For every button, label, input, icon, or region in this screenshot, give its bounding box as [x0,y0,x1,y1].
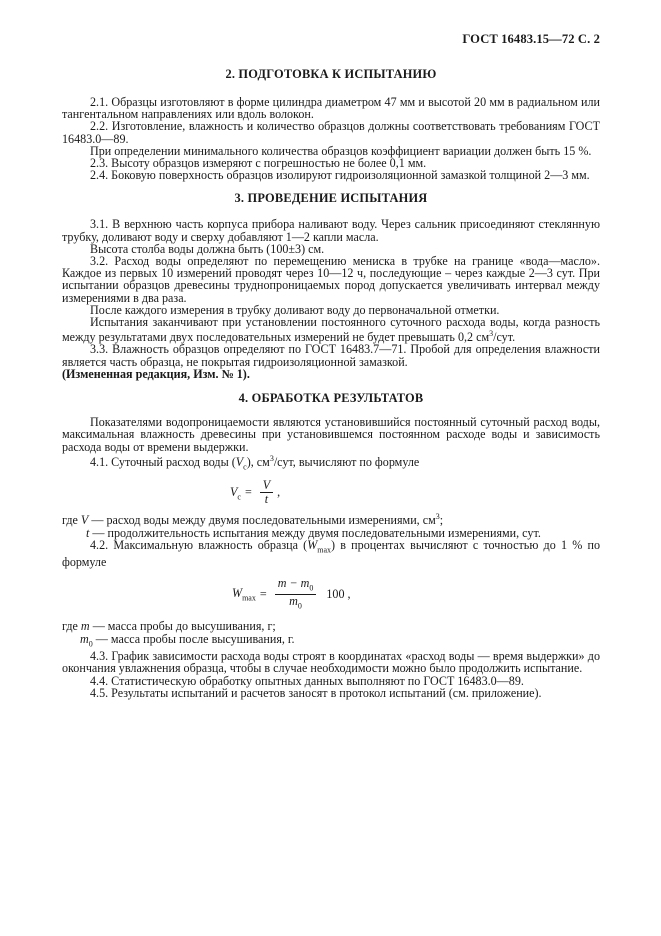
variable: V [235,454,244,469]
formula-daily-flow [230,479,600,506]
paragraph-4-intro: Показателями водопроницаемости являются установившийся постоянный суточный расход воды, максимальная влажность древесины при установившемся постоянном расходе воды и зависимость расхода воды от времени выдержки. [62,415,600,454]
where-m-definition: где m — масса пробы до высушивания, г; [62,619,276,634]
document-header: ГОСТ 16483.15—72 С. 2 [462,32,600,46]
fraction-numerator: V [260,479,273,493]
paragraph-3-1-height: Высота столба воды должна быть (100±3) см. [90,241,325,256]
subscript: c [243,462,247,472]
paragraph-3-3: 3.3. Влажность образцов определяют по ГОСТ 16483.7—71. Пробой для определения влажности является часть образца, не покрытая гидроизоляционной замазкой. [62,342,600,369]
text-run: /сут. [493,330,516,345]
superscript: 3 [489,329,494,339]
equals-sign: = [244,485,252,500]
fraction-numerator: $m - m_0$ [275,577,317,595]
paragraph-2-2: 2.2. Изготовление, влажность и количество образцов должны соответствовать требованиям ГОСТ 16483.0—89. [62,119,600,146]
section-3-title: 3. ПРОВЕДЕНИЕ ИСПЫТАНИЯ [234,191,428,206]
paragraph-2-1: 2.1. Образцы изготовляют в форме цилиндра диаметром 47 мм и высотой 20 мм в радиальном или тангентальном направлениях или вдоль волокон. [62,95,600,122]
section-4-title: 4. ОБРАБОТКА РЕЗУЛЬТАТОВ [238,391,424,406]
equals-sign: = [259,587,267,601]
paragraph-3-2-refill: После каждого измерения в трубку доливают воду до первоначальной отметки. [90,302,500,317]
paragraph-3-2: 3.2. Расход воды определяют по перемещению мениска в трубке на границе «вода—масло». Каждое из первых 10 измерений проводят через 10—12 ч, последующие – через каждые 2—3 сут. При испытании образцов древесины труднопроницаемых пород допускается увеличивать интервал между измерениями в два раза. [62,254,600,305]
formula-tail: 100 , [326,587,351,601]
where-t-definition: t — продолжительность испытания между двумя последовательными измерениями, сут. [86,525,541,540]
paragraph-4-5: 4.5. Результаты испытаний и расчетов заносят в протокол испытаний (см. приложение). [90,685,542,700]
text-run: 4.1. Суточный расход воды ( [90,454,236,469]
where-v-definition: где V — расход воды между двумя последовательными измерениями, $см^3$; [62,512,444,528]
formula-lhs: $V_c$ [230,484,241,502]
paragraph-4-1 [62,453,600,474]
paragraph-2-3: 2.3. Высоту образцов измеряют с погрешностью не более 0,1 мм. [90,156,427,171]
paragraph-2-4: 2.4. Боковую поверхность образцов изолируют гидроизоляционной замазкой толщиной 2—3 мм. [90,168,590,183]
fraction-denominator: $m_0$ [289,594,302,611]
document-page [62,32,600,699]
text-run: /сут, вычисляют по формуле [273,454,420,469]
section-2-title: 2. ПОДГОТОВКА К ИСПЫТАНИЮ [225,67,437,81]
formula-lhs: $W_{max}$ [232,586,256,603]
paragraph-4-4: 4.4. Статистическую обработку опытных данных выполняют по ГОСТ 16483.0—89. [90,673,524,688]
paragraph-4-3: 4.3. График зависимости расхода воды строят в координатах «расход воды — время выдержки» до окончания увлажнения образца, чтобы в случае необходимости можно было продолжить испытание. [62,649,600,676]
where-m0-definition: $m_0$ — масса пробы после высушивания, г. [80,631,295,649]
text-run: ), см [246,454,270,469]
superscript: 3 [269,453,274,463]
text-run: Испытания заканчивают при установлении постоянного суточного расхода воды, когда разность между результатами двух последовательных измерений не будет превышать 0,2 см [62,315,600,345]
fraction-denominator: t [264,492,269,507]
paragraph-2-2-note: При определении минимального количества образцов коэффициент вариации должен быть 15 %. [90,143,592,158]
fraction [275,577,317,613]
paragraph-4-2: 4.2. Максимальную влажность образца $(W_{max})$ в процентах вычисляют с точностью до 1 % по формуле [62,537,600,570]
fraction [260,479,273,506]
formula-tail: , [277,485,281,500]
amendment-note: (Измененная редакция, Изм. № 1). [62,366,250,381]
paragraph-3-2-end [62,316,600,343]
formula-max-moisture [232,577,600,613]
paragraph-3-1: 3.1. В верхнюю часть корпуса прибора наливают воду. Через сальник присоединяют стеклянную трубку, доливают воду и сверху добавляют 1—2 капли масла. [62,217,600,244]
